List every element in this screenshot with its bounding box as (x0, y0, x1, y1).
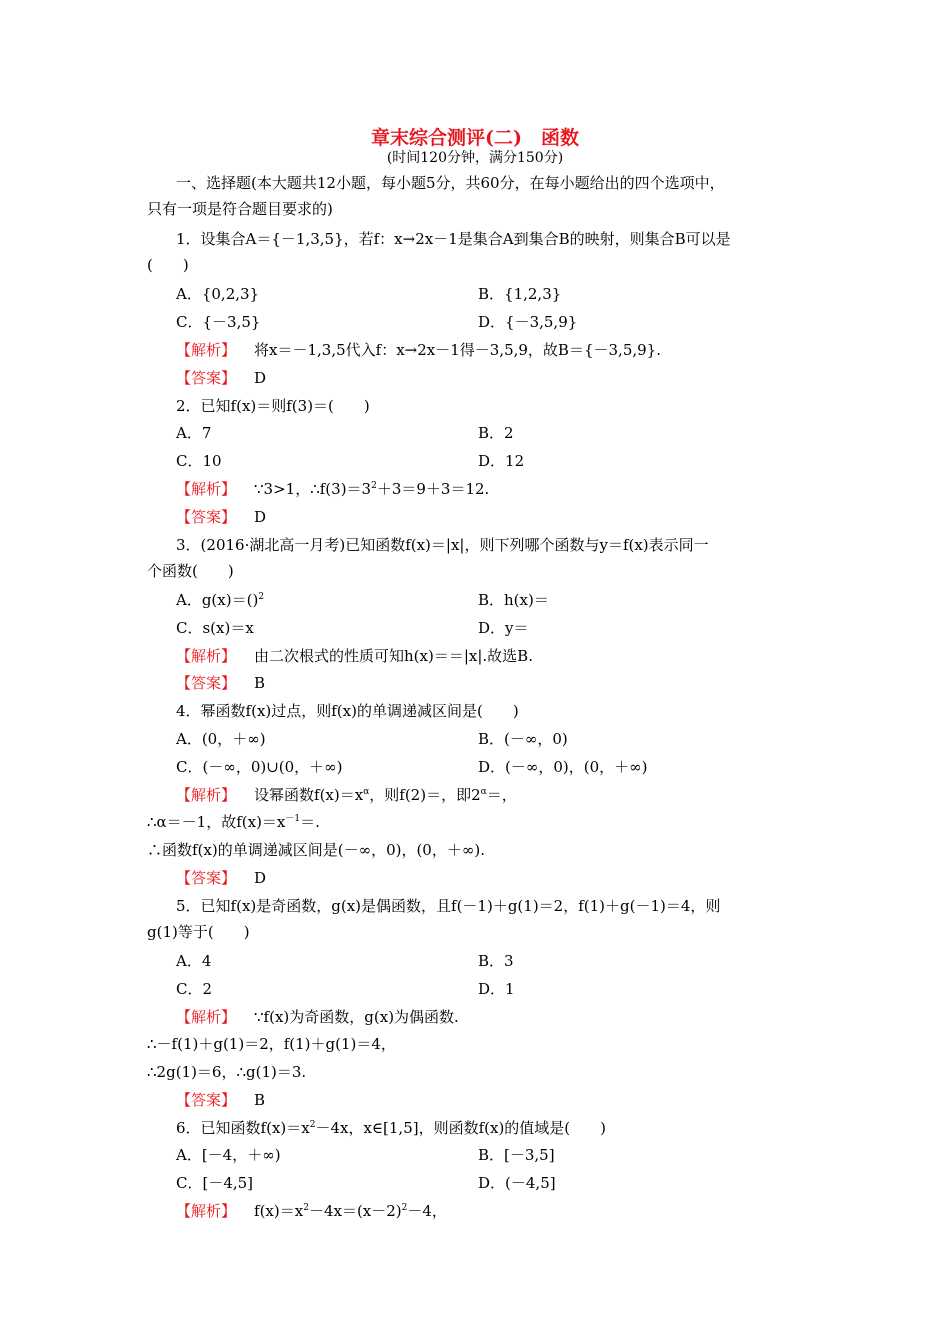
q3-option-c: C．s(x)＝x (176, 619, 254, 637)
q2-answer (176, 507, 266, 527)
q2-option-d: D．12 (478, 452, 525, 470)
q5-analysis-line-3: ∴2g(1)＝6，∴g(1)＝3. (147, 1063, 307, 1081)
q5-answer-text: B (254, 1091, 266, 1109)
analysis-label: 【解析】 (176, 480, 237, 498)
q3-answer (176, 673, 265, 693)
q2-analysis-text: ∵3>1，$\therefore f(3)=3^2+3=9+3=12$. (254, 480, 490, 498)
q3-option-a: A．g(x)＝()$^2$ (176, 591, 265, 609)
q3-option-d: D．y＝ (478, 619, 529, 637)
q1-option-d: D．{－3,5,9} (478, 313, 578, 331)
q6-option-c: C．[－4,5] (176, 1174, 254, 1192)
q5-answer (176, 1090, 265, 1110)
q3-option-b: B．h(x)＝ (478, 591, 549, 609)
q4-analysis-text: 设幂函数$f(x)=x^\alpha$，则f(2)＝，即$2^\alpha=$， (254, 786, 517, 804)
section-intro-line-1: 一、选择题(本大题共12小题，每小题5分，共60分，在每小题给出的四个选项中， (176, 174, 725, 192)
answer-label: 【答案】 (176, 869, 237, 887)
q5-option-c: C．2 (176, 980, 213, 998)
analysis-label: 【解析】 (176, 1008, 237, 1026)
q2-option-a: A．7 (176, 424, 212, 442)
q4-analysis-line-3: ∴函数f(x)的单调递减区间是(－∞，0)，(0，＋∞). (147, 841, 485, 859)
q4-answer-text: D (254, 869, 267, 887)
q5-option-a: A．4 (176, 952, 212, 970)
analysis-label: 【解析】 (176, 341, 237, 359)
q3-analysis-text: 由二次根式的性质可知h(x)＝＝|x|.故选B. (254, 647, 533, 665)
q2-option-c: C．10 (176, 452, 222, 470)
q5-analysis-text: ∵f(x)为奇函数，g(x)为偶函数. (254, 1008, 459, 1026)
q5-stem-line-2: g(1)等于( ) (147, 923, 250, 941)
answer-label: 【答案】 (176, 1091, 237, 1109)
answer-label: 【答案】 (176, 369, 237, 387)
q4-option-d: D．(－∞，0)，(0，＋∞) (478, 758, 648, 776)
q4-analysis-line-2: ∴α＝－1，故$f(x)=x^{-1}=$. (147, 813, 320, 831)
q1-answer-text: D (254, 369, 267, 387)
q3-stem-line-2: 个函数( ) (147, 562, 234, 580)
section-intro-line-2: 只有一项是符合题目要求的) (147, 200, 333, 218)
q1-analysis-text: 将x＝－1,3,5代入f：x→2x－1得－3,5,9，故B＝{－3,5,9}. (254, 341, 661, 359)
analysis-label: 【解析】 (176, 1202, 237, 1220)
q1-option-c: C．{－3,5} (176, 313, 261, 331)
q6-analysis (176, 1201, 447, 1221)
q1-option-a: A．{0,2,3} (176, 285, 260, 303)
q5-option-b: B．3 (478, 952, 514, 970)
page-subtitle: (时间120分钟，满分150分) (386, 150, 564, 166)
q5-analysis (176, 1007, 459, 1027)
q3-stem-line-1: 3．(2016·湖北高一月考)已知函数f(x)＝|x|，则下列哪个函数与y＝f(x)表示同一 (176, 536, 709, 554)
q6-analysis-text: $f(x)=x^2-4x=(x-2)^2-4$， (254, 1202, 447, 1220)
q3-analysis (176, 646, 533, 666)
q4-analysis (176, 785, 517, 805)
q4-option-c: C．(－∞，0)∪(0，＋∞) (176, 758, 343, 776)
q1-answer (176, 368, 266, 388)
answer-label: 【答案】 (176, 508, 237, 526)
q6-option-b: B．[－3,5] (478, 1146, 555, 1164)
q4-option-a: A．(0，＋∞) (176, 730, 266, 748)
page-title: 章末综合测评(二) 函数 (371, 127, 579, 149)
analysis-label: 【解析】 (176, 647, 237, 665)
analysis-label: 【解析】 (176, 786, 237, 804)
q6-option-a: A．[－4，＋∞) (176, 1146, 281, 1164)
q2-stem: 2．已知f(x)＝则f(3)＝( ) (176, 397, 370, 415)
q5-stem-line-1: 5．已知f(x)是奇函数，g(x)是偶函数，且f(－1)＋g(1)＝2，f(1)＋g(－1)＝4，则 (176, 897, 721, 915)
q1-analysis (176, 340, 661, 360)
q2-answer-text: D (254, 508, 267, 526)
q5-analysis-line-2: ∴－f(1)＋g(1)＝2，f(1)＋g(1)＝4， (147, 1035, 396, 1053)
q6-stem: 6．已知函数$f(x)=x^2-4x$，x∈[1,5]，则函数f(x)的值域是( ) (176, 1119, 607, 1137)
q1-stem-line-1: 1．设集合A＝{－1,3,5}，若f：x→2x－1是集合A到集合B的映射，则集合B可以是 (176, 230, 731, 248)
q6-option-d: D．(－4,5] (478, 1174, 556, 1192)
q1-option-b: B．{1,2,3} (478, 285, 562, 303)
q5-option-d: D．1 (478, 980, 515, 998)
q3-answer-text: B (254, 674, 266, 692)
q2-analysis (176, 479, 489, 499)
q2-option-b: B．2 (478, 424, 514, 442)
q4-stem: 4．幂函数f(x)过点，则f(x)的单调递减区间是( ) (176, 702, 519, 720)
q4-answer (176, 868, 266, 888)
q1-stem-line-2: ( ) (147, 256, 189, 274)
q4-option-b: B．(－∞，0) (478, 730, 568, 748)
answer-label: 【答案】 (176, 674, 237, 692)
